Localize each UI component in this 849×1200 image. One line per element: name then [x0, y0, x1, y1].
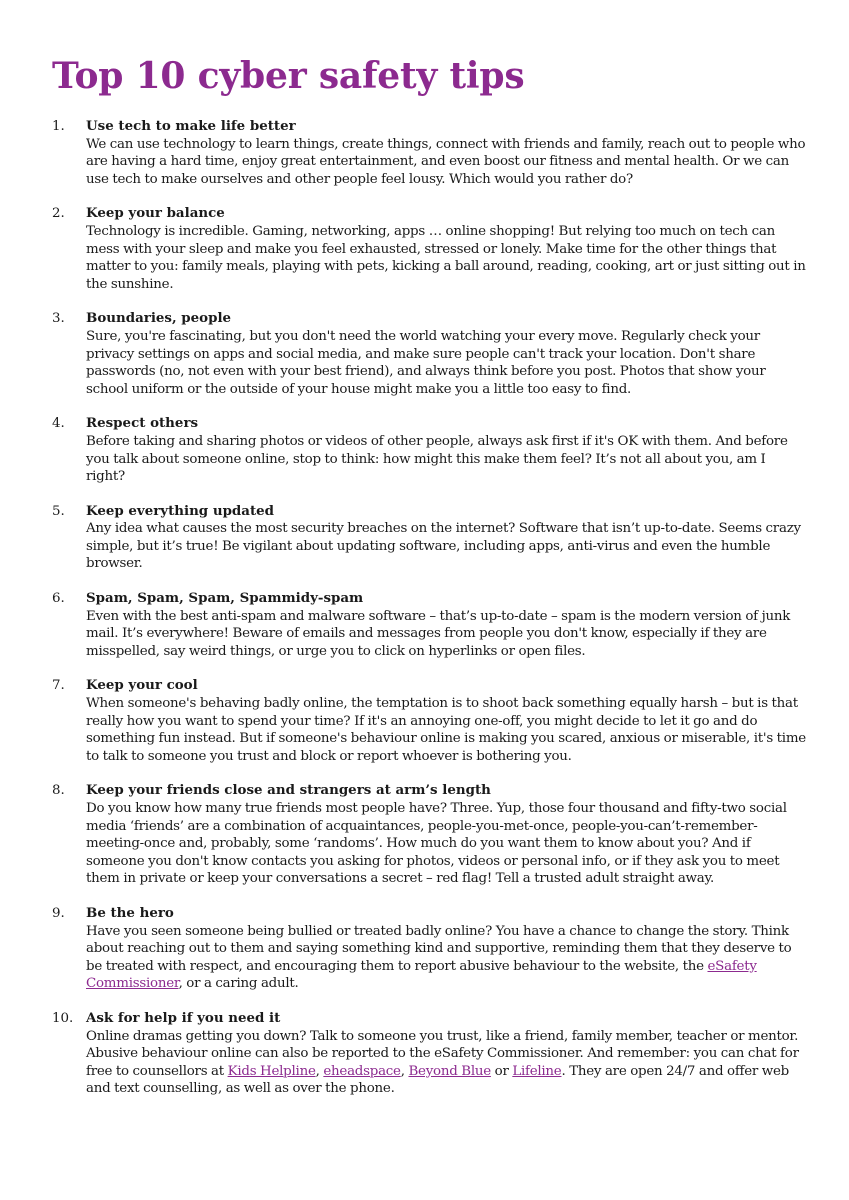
- tip-body: [86, 1028, 806, 1098]
- separator: ,: [315, 1063, 324, 1079]
- tip-number: 10.: [52, 1010, 74, 1026]
- tip-number: 7.: [52, 678, 65, 694]
- tip-number: 4.: [52, 416, 65, 432]
- tip-heading: Use tech to make life better: [86, 118, 296, 134]
- tip-number: 5.: [52, 503, 65, 519]
- tip-item-7: [0, 677, 849, 765]
- tip-heading: Boundaries, people: [86, 310, 232, 327]
- tip-item-6: [0, 590, 849, 660]
- tip-item-5: [0, 503, 849, 573]
- tip-body: Even with the best anti-spam and malware software – that’s up-to-date – spam is the modern version of junk mail. It’s everywhere! Beware of emails and messages from people you don't know, especially if they are misspelled, say weird things, or urge you to click on hyperlinks or open files.: [86, 608, 791, 659]
- tip-number: 8.: [52, 783, 65, 799]
- tip-item-4: [0, 415, 849, 485]
- tip-body-text: Have you seen someone being bullied or treated badly online? You have a chance to change the story. Think about reaching out to them and saying something kind and supportive, reminding them that they deserve to be treated with respect, and encouraging them to report abusive behaviour to the website, the: [86, 923, 792, 974]
- eheadspace-link[interactable]: eheadspace: [323, 1063, 401, 1079]
- tips-list: [0, 118, 849, 1115]
- tip-number: 1.: [52, 119, 65, 134]
- kids-helpline-link[interactable]: Kids Helpline: [227, 1063, 316, 1079]
- page-title: Top 10 cyber safety tips: [52, 55, 525, 97]
- lifeline-link[interactable]: Lifeline: [512, 1063, 562, 1079]
- tip-item-10: [0, 1010, 849, 1098]
- tip-heading: Ask for help if you need it: [86, 1009, 281, 1026]
- tip-body: Any idea what causes the most security breaches on the internet? Software that isn’t up-to-date. Seems crazy simple, but it’s true! Be vigilant about updating software, including apps, anti-virus and even the humble browser.: [86, 521, 801, 572]
- tip-body-text: Online dramas getting you down? Talk to someone you trust, like a friend, family member, teacher or mentor. Abusive behaviour online can also be reported to the eSafety Commissioner. And remember: you can chat for free to counsellors at: [86, 1028, 799, 1079]
- tip-body: Technology is incredible. Gaming, networking, apps … online shopping! But relying too much on tech can mess with your sleep and make you feel exhausted, stressed or lonely. Make time for the other things that matter to you: family meals, playing with pets, kicking a ball around, reading, cooking, art or just sitting out in the sunshine.: [86, 223, 806, 292]
- tip-body: When someone's behaving badly online, the temptation is to shoot back something equally harsh – but is that really how you want to spend your time? If it's an annoying one-off, you might decide to let it go and do something fun instead. But if someone's behaviour online is making you scared, anxious or miserable, it's time to talk to someone you trust and block or report whoever is bothering you.: [86, 696, 806, 764]
- tip-item-9: [0, 905, 849, 993]
- separator: or: [490, 1063, 513, 1079]
- tip-body: We can use technology to learn things, create things, connect with friends and family, reach out to people who are having a hard time, enjoy great entertainment, and even boost our fitness and mental health. Or we can use tech to make ourselves and other people feel lousy. Which would you rather do?: [86, 136, 806, 187]
- tip-heading: Keep your balance: [86, 205, 225, 222]
- tip-number: 2.: [52, 206, 65, 222]
- tip-heading: Keep your friends close and strangers at arm’s length: [86, 782, 491, 799]
- tip-number: 3.: [52, 311, 65, 327]
- separator: ,: [400, 1063, 409, 1079]
- tip-number: 6.: [52, 591, 65, 607]
- tip-heading: Keep your cool: [86, 677, 198, 694]
- tip-body-text: . They are open 24/7 and offer web and text counselling, as well as over the phone.: [86, 1063, 789, 1097]
- tip-body: Before taking and sharing photos or videos of other people, always ask first if it's OK with them. And before you talk about someone online, stop to think: how might this make them feel? It’s not all about you, am I right?: [86, 433, 788, 485]
- tip-heading: Respect others: [86, 415, 199, 432]
- tip-item-2: [0, 205, 849, 293]
- tip-item-3: [0, 310, 849, 398]
- tip-body: Do you know how many true friends most people have? Three. Yup, those four thousand and fifty-two social media ‘friends’ are a combination of acquaintances, people-you-met-once, people-you-can’t-remember-meeting-once and, probably, some ‘randoms’. How much do you want them to know about you? And if someone you don't know contacts you asking for photos, videos or personal info, or if they ask you to meet them in private or keep your conversations a secret – red flag! Tell a trusted adult straight away.: [86, 801, 787, 887]
- tip-body: [86, 923, 806, 993]
- tip-item-1: [0, 118, 849, 188]
- tip-body: Sure, you're fascinating, but you don't need the world watching your every move. Regularly check your privacy settings on apps and social media, and make sure people can't track your location. Don't share passwords (no, not even with your best friend), and always think before you post. Photos that show your school uniform or the outside of your house might make you a little too easy to find.: [86, 328, 766, 397]
- tip-number: 9.: [52, 905, 65, 921]
- tip-body-text: , or a caring adult.: [178, 976, 299, 992]
- tip-heading: Be the hero: [86, 904, 174, 921]
- beyond-blue-link[interactable]: Beyond Blue: [408, 1063, 491, 1079]
- tip-item-8: [0, 782, 849, 888]
- esafety-commissioner-link[interactable]: eSafety Commissioner: [86, 958, 757, 992]
- tip-heading: Spam, Spam, Spam, Spammidy-spam: [86, 590, 364, 607]
- tip-heading: Keep everything updated: [86, 502, 275, 519]
